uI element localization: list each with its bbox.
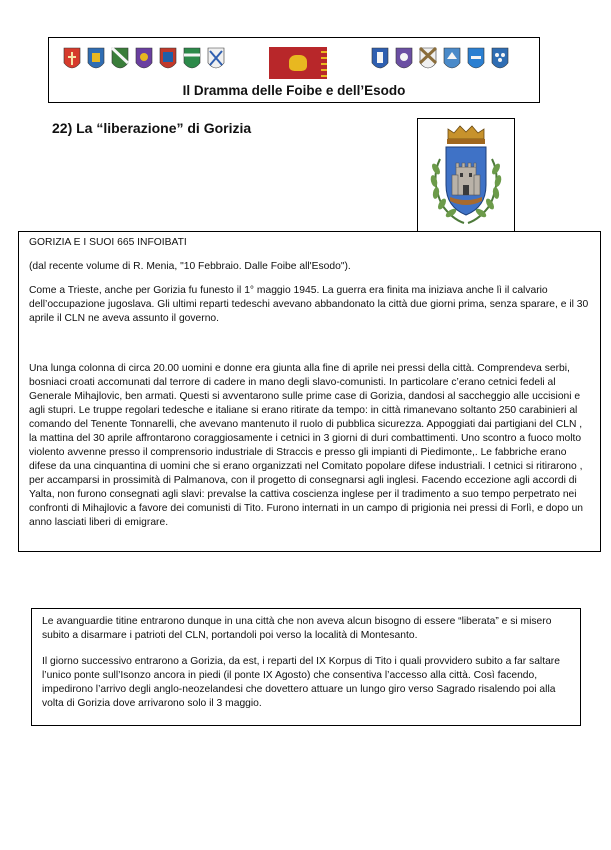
- lion-icon: [289, 55, 307, 71]
- article-paragraph: Come a Trieste, anche per Gorizia fu funesto il 1° maggio 1945. La guerra era finita ma iniziava anche lì il calvario dell’occupazione jugoslava. Gli ultimi reparti tedeschi avevano abbandonato la città due giorni prima, senza sparare, e il 30 aprile il CLN ne aveva assunto il governo.: [29, 285, 589, 324]
- city-crest-icon: [135, 47, 153, 73]
- city-crest-icon: [419, 47, 437, 73]
- city-crest-icon: [63, 47, 81, 73]
- flag-fringe: [321, 47, 327, 79]
- city-crest-icon: [183, 47, 201, 73]
- crest-row: [49, 47, 539, 77]
- city-crest-icon: [467, 47, 485, 73]
- article-paragraph: Il giorno successivo entrarono a Gorizia, da est, i reparti del IX Korpus di Tito i quali provvidero subito a far saltare l’unico ponte sull’Isonzo ancora in piedi (il ponte IX Agosto) che consentiva l’accesso alla città. Così facendo, impedirono l’arrivo degli anglo-neozelandesi che dovettero attuare un lungo giro verso Sagrado risalendo poi alla volta di Gorizia dove arrivarono solo il 3 maggio.: [42, 656, 560, 709]
- city-crest-icon: [87, 47, 105, 73]
- city-crest-icon: [491, 47, 509, 73]
- article-paragraph: Le avanguardie titine entrarono dunque in una città che non aveva alcun bisogno di essere “liberata” e si misero subito a disarmare i patrioti del CLN, portandoli poi verso la località di Montesanto.: [42, 616, 552, 641]
- city-crest-icon: [443, 47, 461, 73]
- city-crest-icon: [111, 47, 129, 73]
- document-title: Il Dramma delle Foibe e dell’Esodo: [182, 83, 406, 98]
- coat-of-arms-icon: [418, 119, 514, 231]
- venetian-flag-icon: [269, 47, 327, 79]
- header-banner: [48, 37, 540, 103]
- article-heading: GORIZIA E I SUOI 665 INFOIBATI: [29, 237, 187, 248]
- liberation-article-box: [31, 608, 581, 726]
- infoibati-article-box: [18, 231, 601, 552]
- gorizia-coat-of-arms: [417, 118, 515, 232]
- city-crest-icon: [207, 47, 225, 73]
- section-title: 22) La “liberazione” di Gorizia: [52, 120, 252, 136]
- city-crest-icon: [395, 47, 413, 73]
- article-paragraph: Una lunga colonna di circa 20.00 uomini e donne era giunta alla fine di aprile nei pressi della città. Comprendeva serbi, bosniaci croati accomunati dal terrore di cadere in mano degli slavo-comunisti. In particolare c’erano cetnici fedeli al Generale Mihajlovic, ben armati. Questi si avventarono sulle prime case di Gorizia, dandosi al saccheggio alle uccisioni e agli stupri. Le truppe regolari tedesche e italiane si erano ritirate da tempo: in città rimanevano soltanto 250 carabinieri al comando del Tenente Tonnarelli, che avevano mantenuto il ruolo di pubblica sicurezza. Appoggiati dai partigiani del CLN , la mattina del 30 aprile affrontarono coraggiosamente i cetnici in 3 giorni di duri combattimenti. Uno scontro a fuoco molto violento avvenne presso il comprensorio industriale di Straccis e presso gli impianti di Piedimonte,. Le fabbriche erano difese da una cinquantina di uomini che si erano organizzati nel Comitato popolare difese industriali. I cetnici si ritirarono , per accamparsi in prossimità di Palmanova, con il progetto di consegnarsi agli inglesi. Facendo eccezione agli accordi di Yalta, non furono consegnati agli slavi: prevalse la cattiva coscienza inglese per il tradimento a suo tempo perpetrato nei confronti di Mihajlovic a favore dei comunisti di Tito. Furono internati in un campo di prigionia nei pressi di Forlì, e dopo un anno lasciati liberi di emigrare.: [29, 363, 584, 528]
- article-source: (dal recente volume di R. Menia, "10 Febbraio. Dalle Foibe all'Esodo").: [29, 261, 351, 272]
- city-crest-icon: [371, 47, 389, 73]
- city-crest-icon: [159, 47, 177, 73]
